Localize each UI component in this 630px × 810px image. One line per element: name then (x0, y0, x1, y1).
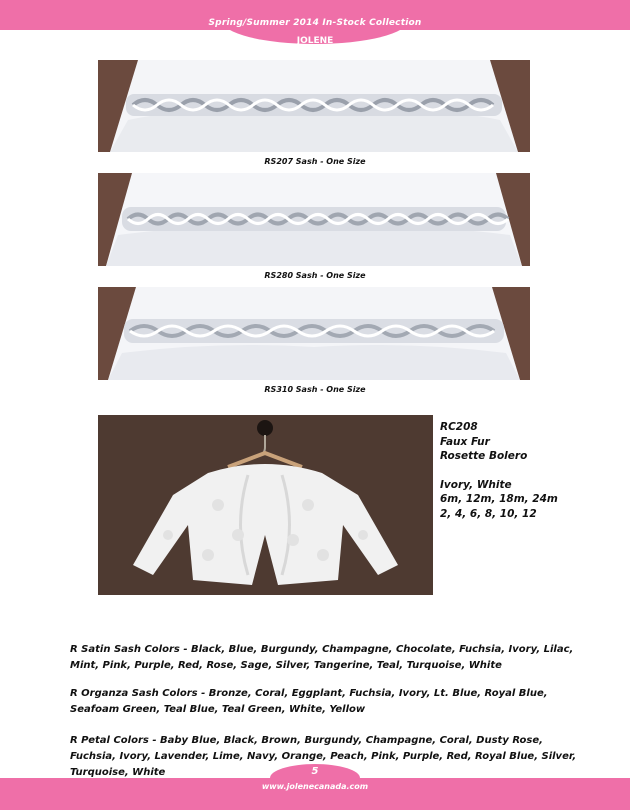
satin-colors: R Satin Sash Colors - Black, Blue, Burgundy, Champagne, Chocolate, Fuchsia, Ivory, Lilac, Mint, Pink, Purple, Red, Rose, Sage, Silver, Tangerine, Teal, Turquoise, White (70, 644, 574, 671)
collection-title: Spring/Summer 2014 In-Stock Collection (208, 18, 422, 28)
bolero-code: RC208 (440, 421, 478, 433)
bolero-sizes-child: 2, 4, 6, 8, 10, 12 (440, 507, 537, 520)
bolero-sizes-infant: 6m, 12m, 18m, 24m (440, 493, 558, 505)
sash-image-rs207 (98, 60, 530, 152)
sash-image-rs310 (98, 287, 530, 380)
petal-colors: R Petal Colors - Baby Blue, Black, Brown, Burgundy, Champagne, Coral, Dusty Rose, Fuchsia, Ivory, Lavender, Lime, Navy, Orange, Peach, Pink, Purple, Red, Royal Blue, Silver, Turquoise, White (70, 735, 577, 778)
bolero-line1: Faux Fur (440, 435, 490, 448)
bolero-image (98, 415, 433, 595)
sash-image-rs280 (98, 173, 530, 266)
sash-photo-rs280 (98, 173, 530, 266)
sash-photo-rs207 (98, 60, 530, 152)
bolero-photo (98, 415, 433, 595)
bolero-colors: Ivory, White (440, 478, 512, 491)
bolero-line2: Rosette Bolero (440, 450, 528, 462)
brand-logo (292, 32, 338, 46)
organza-colors: R Organza Sash Colors - Bronze, Coral, Eggplant, Fuchsia, Ivory, Lt. Blue, Royal Blue, Seafoam Green, Teal Blue, Teal Green, White, Yellow (70, 688, 548, 715)
sash-caption-rs280: RS280 Sash - One Size (264, 271, 366, 280)
brand-logo-text: JOLENE (296, 36, 334, 46)
sash-caption-rs207: RS207 Sash - One Size (264, 157, 366, 166)
bolero-info (440, 420, 620, 521)
website-link[interactable]: www.jolenecanada.com (261, 782, 369, 791)
page-number: 5 (311, 766, 319, 777)
sash-caption-rs310: RS310 Sash - One Size (264, 385, 366, 394)
sash-photo-rs310 (98, 287, 530, 380)
